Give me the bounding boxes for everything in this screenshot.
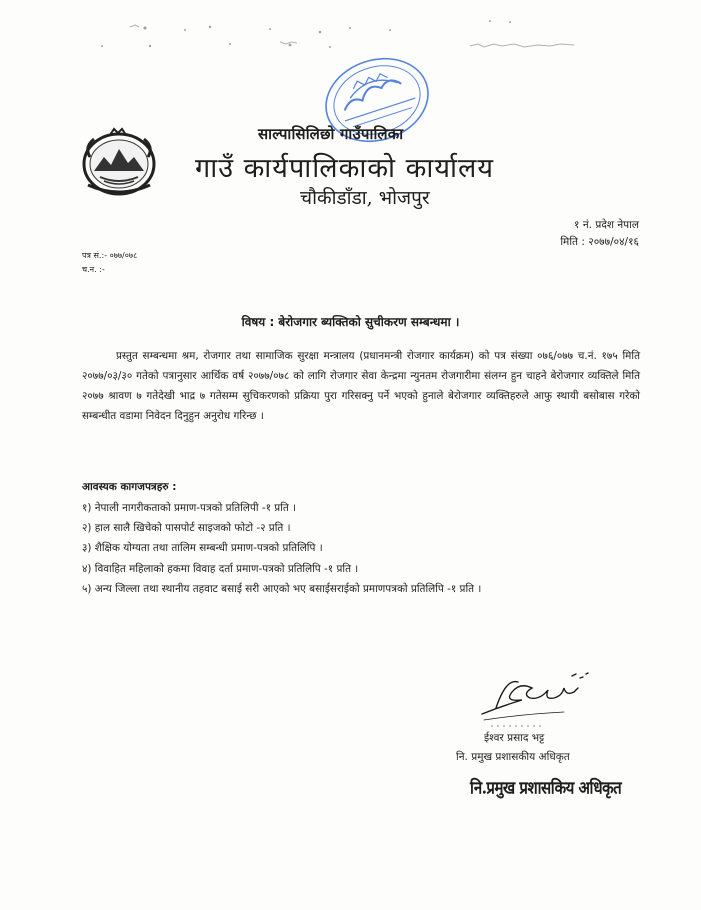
dispatch-number: च.न. :-	[82, 265, 105, 274]
document-item: २) हाल सालै खिचेको पासपोर्ट साइजको फोटो -२ प्रति ।	[82, 522, 291, 535]
province-line: १ नं. प्रदेश नेपाल	[574, 219, 639, 231]
document-item: १) नेपाली नागरीकताको प्रमाण-पत्रको प्रतिलिपी -१ प्रति ।	[82, 502, 297, 514]
municipality-name: साल्पासिलिछो गाउँपालिका	[258, 125, 404, 143]
letter-date: मिति : २०७७/०४/१६	[560, 236, 639, 248]
designation-stamp: नि.प्रमुख प्रशासकिय अधिकृत	[470, 777, 622, 798]
nepal-emblem-icon	[80, 127, 158, 199]
documents-title: आवस्यक कागजपत्रहरु :	[82, 481, 177, 493]
office-name: गाउँ कार्यपालिकाको कार्यालय	[195, 153, 494, 184]
document-item: ३) शैक्षिक योग्यता तथा तालिम सम्बन्धी प्रमाण-पत्रको प्रतिलिपि ।	[82, 542, 323, 555]
letter-number: पत्र सं.:- ०७७/०७८	[82, 251, 138, 260]
document-item: ५) अन्य जिल्ला तथा स्थानीय तहवाट बसाई सरी आएको भए बसाईसराईको प्रमाणपत्रको प्रतिलिपि -१ प्रति ।	[82, 582, 482, 595]
documents-list	[82, 498, 481, 599]
document-item: ४) विवाहित महिलाको हकमा विवाह दर्ता प्रमाण-पत्रको प्रतिलिपि -१ प्रति ।	[82, 562, 359, 575]
letter-subject: विषय : बेरोजगार ब्यक्तिको सुचीकरण सम्बन्धमा ।	[241, 315, 460, 329]
letter-body: प्रस्तुत सम्बन्धमा श्रम, रोजगार तथा सामाजिक सुरक्षा मन्त्रालय (प्रधानमन्त्री रोजगार कार्यक्रम) को पत्र संख्या ०७६/०७७ च.नं. १७५ मिति २०७७/०३/३० गतेको पत्रानुसार आर्थिक वर्ष २०७७/०७८ को लागि रोजगार सेवा केन्द्रमा न्युनतम रोजगारीमा संलग्न हुन चाहने बेरोजगार व्यक्तिले मिति २०७७ श्रावण ७ गतेदेखी भाद्र ७ गतेसम्म सुचिकरणको प्रक्रिया पुरा गरिसक्नु पर्ने भएको हुनाले बेरोजगार व्यक्तिहरुले आफु स्थायी बसोबास गरेको सम्बन्धीत वडामा निवेदन दिनुहुन अनुरोध गरिन्छ ।	[82, 350, 640, 422]
office-location: चौकीडाँडा, भोजपुर	[300, 187, 430, 209]
signature-icon	[472, 664, 598, 728]
signatory-title: नि. प्रमुख प्रशासकीय अधिकृत	[456, 751, 570, 763]
signatory-name: ईश्वर प्रसाद भट्ट	[484, 732, 545, 744]
